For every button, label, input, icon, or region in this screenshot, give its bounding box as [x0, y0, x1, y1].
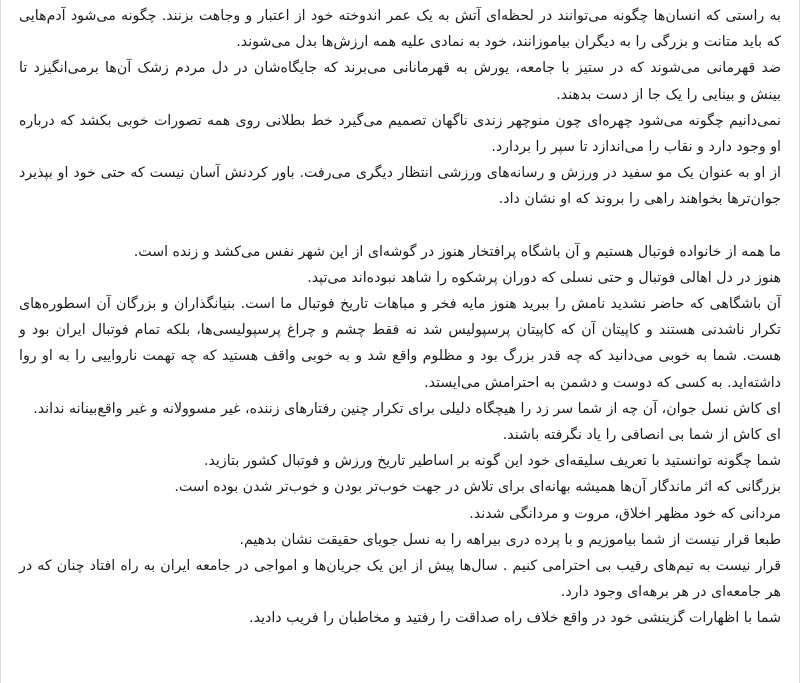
paragraph: ای کاش نسل جوان، آن چه از شما سر زد را هیچگاه دلیلی برای تکرار چنین رفتارهای زننده، غیر مسوولانه و غیر واقع‌بینانه نداند. — [33, 400, 781, 417]
section-gap — [19, 213, 781, 239]
paragraph: شما چگونه توانستید با تعریف سلیقه‌ای خود این گونه بر اساطیر تاریخ ورزش و فوتبال کشور بتازید. — [203, 453, 781, 470]
paragraph: به راستی که انسان‌ها چگونه می‌توانند در لحظه‌ای آتش به یک عمر اندوخته خود از اعتبار و وجاهت بزنند. چگونه می‌شود آدم‌هایی که باید متانت و بزرگی را به دیگران بیاموزانند، خود به نمادی علیه همه ارزش‌ها بدل می‌شوند. — [19, 8, 781, 51]
paragraph: آن باشگاهی که حاضر نشدید نامش را ببرید هنوز مایه فخر و مباهات تاریخ فوتبال ما است. بنیانگذاران و بزرگان آن اسطوره‌های تکرار ناشدنی هستند و کاپیتان آن که کاپیتان پرسپولیس شد نه فقط چشم و چراغ پرسپولیسی‌ها، بلکه تمام فوتبال ایران بود و هست. شما به خوبی می‌دانید که چه قدر بزرگ بود و مظلوم واقع شد و به خوبی واقف هستید که چه تهمت نارواییی را به او روا داشته‌اید. به کسی که دوست و دشمن به احترامش می‌ایستد. — [19, 296, 781, 391]
paragraph: ما همه از خانواده فوتبال هستیم و آن باشگاه پرافتخار هنوز در گوشه‌ای از این شهر نفس می‌کشد و زنده است. — [133, 243, 781, 260]
paragraph: از او به عنوان یک مو سفید در ورزش و رسانه‌های ورزشی انتظار دیگری می‌رفت. باور کردنش آسان نیست که حتی خود او بپذیرد جوان‌ترها بخواهند راهی را بروند که او نشان داد. — [19, 165, 781, 208]
paragraph: قرار نیست به تیم‌های رقیب بی احترامی کنیم . سال‌ها پیش از این یک جریان‌ها و امواجی در جامعه ایران به راه افتاد چنان که در هر جامعه‌ای در هر برهه‌ای وجود دارد. — [19, 558, 781, 601]
paragraph: نمی‌دانیم چگونه می‌شود چهره‌ای چون منوچهر زندی ناگهان تصمیم می‌گیرد خط بطلانی روی همه تصورات خوبی بکشد که درباره او وجود دارد و نقاب را می‌اندازد تا سپر را بردارد. — [19, 112, 781, 156]
paragraph: بزرگانی که اثر ماندگار آن‌ها همیشه بهانه‌ای برای تلاش در جهت خوب‌تر بودن و خوب‌تر شدن بوده است. — [174, 479, 781, 496]
paragraph: ضد قهرمانی می‌شوند که در ستیز با جامعه، یورش به قهرمانانی می‌برند که جایگاه‌شان در دل مردم زشک آن‌ها برمی‌انگیزد تا بینش و بینایی را یک جا از دست بدهند. — [19, 60, 781, 103]
paragraph: هنوز در دل اهالی فوتبال و حتی نسلی که دوران پرشکوه را شاهد نبوده‌اند می‌تپد. — [307, 269, 781, 286]
paragraph: مردانی که خود مظهر اخلاق، مروت و مردانگی شدند. — [469, 505, 781, 522]
paragraph: ای کاش از شما بی انصافی را یاد نگرفته باشند. — [502, 427, 781, 444]
paragraph: شما با اظهارات گزینشی خود در واقع خلاف راه صداقت را رفتید و مخاطبان را فریب دادید. — [249, 610, 781, 627]
article-body — [19, 3, 781, 632]
paragraph: طبعا قرار نیست از شما بیاموزیم و با پرده دری بیراهه را به نسل جویای حقیقت نشان بدهیم. — [239, 531, 781, 548]
